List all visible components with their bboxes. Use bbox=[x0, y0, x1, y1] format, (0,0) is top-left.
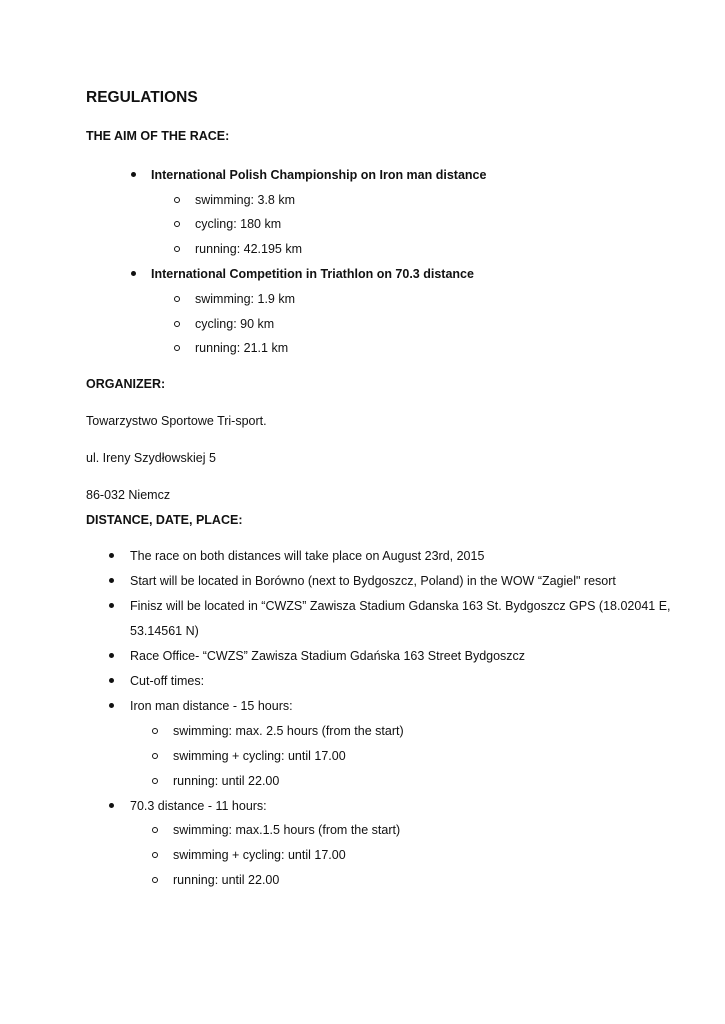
sub-bullet-icon bbox=[152, 827, 158, 833]
bullet-icon bbox=[109, 803, 114, 808]
sub-bullet-icon bbox=[152, 877, 158, 883]
bullet-icon bbox=[109, 553, 114, 558]
sub-bullet-icon bbox=[152, 728, 158, 734]
half-swim: swimming: max.1.5 hours (from the start) bbox=[173, 823, 401, 837]
organizer-name: Towarzystwo Sportowe Tri-sport. bbox=[86, 414, 267, 428]
aim-item-1-cycle: cycling: 180 km bbox=[195, 217, 282, 231]
ironman-swim-cycle: swimming + cycling: until 17.00 bbox=[173, 749, 346, 763]
aim-item-1-swim: swimming: 3.8 km bbox=[195, 193, 296, 207]
ddp-start: Start will be located in Borówno (next to Bydgoszcz, Poland) in the WOW “Zagiel" resort bbox=[130, 574, 616, 588]
bullet-icon bbox=[109, 703, 114, 708]
bullet-icon bbox=[131, 271, 136, 276]
bullet-icon bbox=[109, 653, 114, 658]
ddp-ironman: Iron man distance - 15 hours: bbox=[130, 699, 293, 713]
aim-item-1-run: running: 42.195 km bbox=[195, 242, 303, 256]
sub-bullet-icon bbox=[174, 246, 180, 252]
bullet-icon bbox=[131, 172, 136, 177]
bullet-icon bbox=[109, 603, 114, 608]
sub-bullet-icon bbox=[152, 753, 158, 759]
ddp-finish-cont: 53.14561 N) bbox=[130, 624, 199, 638]
half-swim-cycle: swimming + cycling: until 17.00 bbox=[173, 848, 346, 862]
ddp-finish: Finisz will be located in “CWZS” Zawisza Stadium Gdanska 163 St. Bydgoszcz GPS (18.02041 E, bbox=[130, 599, 671, 613]
ddp-heading: DISTANCE, DATE, PLACE: bbox=[86, 513, 243, 527]
sub-bullet-icon bbox=[174, 345, 180, 351]
page-title: REGULATIONS bbox=[86, 89, 198, 106]
bullet-icon bbox=[109, 578, 114, 583]
ddp-race-office: Race Office- “CWZS” Zawisza Stadium Gdańska 163 Street Bydgoszcz bbox=[130, 649, 526, 663]
aim-heading: THE AIM OF THE RACE: bbox=[86, 129, 230, 143]
sub-bullet-icon bbox=[152, 852, 158, 858]
sub-bullet-icon bbox=[174, 321, 180, 327]
aim-item-2-run: running: 21.1 km bbox=[195, 341, 289, 355]
ddp-cutoff: Cut-off times: bbox=[130, 674, 205, 688]
organizer-heading: ORGANIZER: bbox=[86, 377, 166, 391]
sub-bullet-icon bbox=[174, 221, 180, 227]
aim-item-1: International Polish Championship on Iron man distance bbox=[151, 168, 487, 182]
ddp-date: The race on both distances will take place on August 23rd, 2015 bbox=[130, 549, 485, 563]
ironman-swim: swimming: max. 2.5 hours (from the start) bbox=[173, 724, 404, 738]
sub-bullet-icon bbox=[174, 197, 180, 203]
aim-item-2-cycle: cycling: 90 km bbox=[195, 317, 275, 331]
sub-bullet-icon bbox=[152, 778, 158, 784]
aim-item-2: International Competition in Triathlon on 70.3 distance bbox=[151, 267, 474, 281]
bullet-icon bbox=[109, 678, 114, 683]
sub-bullet-icon bbox=[174, 296, 180, 302]
organizer-street: ul. Ireny Szydłowskiej 5 bbox=[86, 451, 216, 465]
organizer-city: 86-032 Niemcz bbox=[86, 488, 171, 502]
aim-item-2-swim: swimming: 1.9 km bbox=[195, 292, 296, 306]
ddp-half: 70.3 distance - 11 hours: bbox=[130, 799, 267, 813]
half-run: running: until 22.00 bbox=[173, 873, 280, 887]
ironman-run: running: until 22.00 bbox=[173, 774, 280, 788]
